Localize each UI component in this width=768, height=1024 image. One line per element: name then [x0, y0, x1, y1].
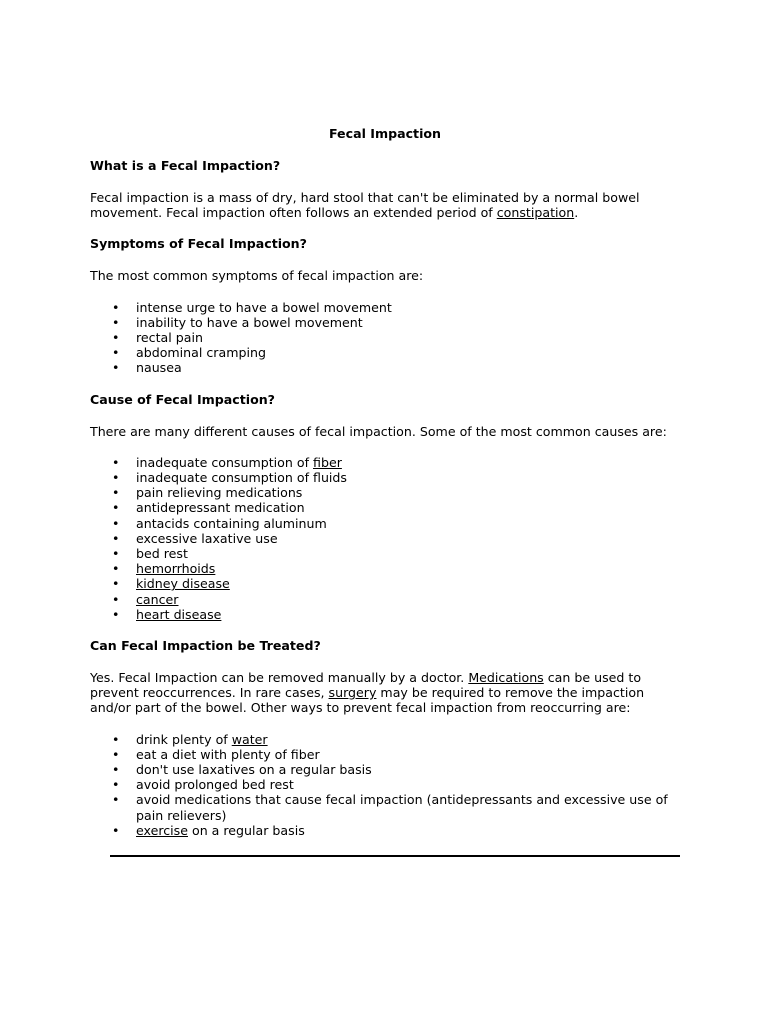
list-item [90, 561, 680, 576]
fiber-link[interactable]: fiber [313, 454, 342, 470]
water-link[interactable]: water [231, 731, 268, 747]
constipation-link[interactable]: constipation [496, 205, 575, 221]
cancer-link[interactable]: cancer [136, 591, 179, 607]
list-item: • avoid prolonged bed rest [90, 777, 680, 792]
treatment-text-2: can be used to prevent reoccurrences. In rare cases, [90, 670, 642, 701]
list-item [90, 823, 680, 838]
prevention-list [90, 732, 680, 838]
document-body [90, 126, 680, 854]
list-item: • excessive laxative use [90, 531, 680, 546]
list-item: • abdominal cramping [90, 345, 680, 360]
fiber-prefix: inadequate consumption of [136, 454, 314, 470]
exercise-suffix: on a regular basis [187, 822, 305, 838]
symptoms-list [90, 300, 680, 376]
heading-treatment: Can Fecal Impaction be Treated? [90, 638, 321, 654]
list-item [90, 732, 680, 747]
list-item: • don't use laxatives on a regular basis [90, 762, 680, 777]
medications-link[interactable]: Medications [468, 670, 544, 686]
bottom-divider [110, 855, 680, 857]
causes-intro: There are many different causes of fecal impaction. Some of the most common causes are: [90, 423, 667, 439]
exercise-link[interactable]: exercise [136, 822, 188, 838]
surgery-link[interactable]: surgery [328, 685, 377, 701]
definition-end: . [574, 205, 579, 221]
list-item: • nausea [90, 360, 680, 375]
list-item [90, 576, 680, 591]
heading-symptoms: Symptoms of Fecal Impaction? [90, 236, 307, 252]
list-item: • inability to have a bowel movement [90, 315, 680, 330]
hemorrhoids-link[interactable]: hemorrhoids [136, 561, 216, 577]
treatment-text-1: Yes. Fecal Impaction can be removed manually by a doctor. [90, 670, 469, 686]
treatment-text-3: may be required to remove the impaction and/or part of the bowel. Other ways to prevent fecal impaction from reoccurring are: [90, 685, 645, 716]
symptoms-intro: The most common symptoms of fecal impaction are: [90, 268, 424, 284]
list-item: • antacids containing aluminum [90, 516, 680, 531]
list-item: • bed rest [90, 546, 680, 561]
list-item: • eat a diet with plenty of fiber [90, 747, 680, 762]
list-item [90, 592, 680, 607]
heading-what-is: What is a Fecal Impaction? [90, 158, 281, 173]
list-item: • pain relieving medications [90, 485, 680, 500]
list-item: • intense urge to have a bowel movement [90, 300, 680, 315]
heart-disease-link[interactable]: heart disease [136, 606, 222, 622]
kidney-disease-link[interactable]: kidney disease [136, 576, 230, 592]
list-item: • antidepressant medication [90, 500, 680, 515]
water-prefix: drink plenty of [136, 731, 232, 747]
list-item [90, 455, 680, 470]
causes-list [90, 455, 680, 622]
list-item: • inadequate consumption of fluids [90, 470, 680, 485]
definition-paragraph [90, 190, 680, 220]
list-item [90, 607, 680, 622]
list-item: • avoid medications that cause fecal impaction (antidepressants and excessive use of pain relievers) [90, 792, 680, 822]
heading-causes: Cause of Fecal Impaction? [90, 391, 275, 407]
page-title: Fecal Impaction [328, 126, 442, 141]
treatment-paragraph [90, 670, 680, 716]
list-item: • rectal pain [90, 330, 680, 345]
definition-text: Fecal impaction is a mass of dry, hard stool that can't be eliminated by a normal bowel movement. Fecal impaction often follows an extended period of [90, 190, 640, 221]
